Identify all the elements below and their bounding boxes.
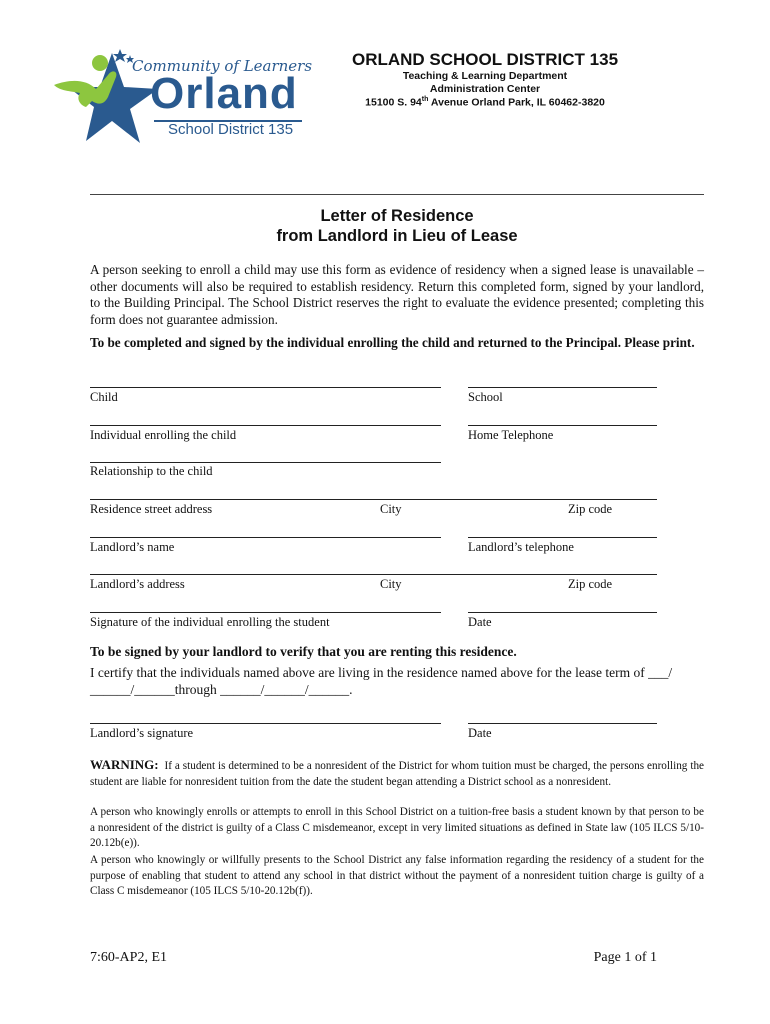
residence-address-field[interactable] [90, 499, 657, 500]
intro-paragraph: A person seeking to enroll a child may use this form as evidence of residency when a signed lease is unavailable – other documents will also be required to establish residency. Return this completed form, signed by your landlord, to the Building Principal. The School District reserves the right to evaluate the evidence presented; completing this form does not guarantee admission. [90, 262, 704, 327]
city-label: City [380, 502, 402, 516]
instructions: To be completed and signed by the individual enrolling the child and returned to the Principal. Please print. [90, 335, 695, 350]
landlord-signature-label: Landlord’s signature [90, 726, 194, 740]
home-phone-label: Home Telephone [468, 428, 554, 442]
relationship-field[interactable] [90, 462, 441, 463]
child-field[interactable] [90, 387, 441, 388]
landlord-name-label: Landlord’s name [90, 540, 175, 554]
warning-paragraph [90, 757, 704, 790]
department-name: Teaching & Learning Department [402, 70, 568, 82]
relationship-label: Relationship to the child [90, 464, 213, 478]
warning-text: If a student is determined to be a nonresident of the District for whom tuition must be charged, the persons enrolling the student are liable for nonresident tuition from the date the student began attending a District school as a nonresident. [90, 760, 705, 788]
individual-label: Individual enrolling the child [90, 428, 237, 442]
landlord-phone-field[interactable] [468, 537, 657, 538]
enroller-signature-label: Signature of the individual enrolling the student [90, 615, 330, 629]
landlord-signature-field[interactable] [90, 723, 441, 724]
district-title: ORLAND SCHOOL DISTRICT 135 [351, 50, 619, 69]
zip-label: Zip code [568, 502, 613, 516]
city-label-2: City [380, 577, 402, 591]
address-suffix: Avenue Orland Park, IL 60462-3820 [428, 96, 605, 109]
logo-wordmark: Orland [150, 69, 298, 118]
district-address [330, 96, 640, 109]
landlord-address-field[interactable] [90, 574, 657, 575]
center-name: Administration Center [429, 83, 541, 95]
logo-tagline: Community of Learners [132, 57, 313, 75]
district-logo [50, 45, 313, 155]
misdemeanor-paragraph: A person who knowingly enrolls or attempts to enroll in this School District on a tuition-free basis a student known by that person to be a nonresident of the district is guilty of a Class C misdemeanor, except in very limited situations as defined in State law (105 ILCS 5/10-20.12b(e)). [90, 806, 704, 850]
header-divider [90, 194, 704, 195]
logo-district: School District 135 [168, 121, 294, 138]
page-number: Page 1 of 1 [593, 950, 657, 965]
date-field[interactable] [468, 612, 657, 613]
form-title: Letter of Residence [320, 207, 474, 225]
zip-label-2: Zip code [568, 577, 613, 591]
certification-text: I certify that the individuals named above are living in the residence named above for the lease term of ___/ ______/______through ______/______/______. [90, 665, 673, 697]
date-label-2: Date [468, 726, 492, 740]
warning-label: WARNING: [90, 757, 159, 772]
date-label: Date [468, 615, 492, 629]
enroller-signature-field[interactable] [90, 612, 441, 613]
form-subtitle: from Landlord in Lieu of Lease [276, 227, 518, 245]
address-sup: th [421, 96, 429, 103]
form-code: 7:60-AP2, E1 [90, 950, 167, 965]
date-field-2[interactable] [468, 723, 657, 724]
school-label: School [468, 390, 503, 404]
address-prefix: 15100 S. 94 [365, 96, 422, 109]
individual-field[interactable] [90, 425, 441, 426]
landlord-heading: To be signed by your landlord to verify that you are renting this residence. [90, 644, 517, 659]
residence-address-label: Residence street address [90, 502, 213, 516]
landlord-address-label: Landlord’s address [90, 577, 185, 591]
false-info-paragraph: A person who knowingly or willfully presents to the School District any false information regarding the residency of a student for the purpose of enabling that student to attend any school in that district without the payment of a nonresident tuition charge is guilty of a Class C misdemeanor (105 ILCS 5/10-20.12b(f)). [90, 854, 704, 898]
home-phone-field[interactable] [468, 425, 657, 426]
landlord-name-field[interactable] [90, 537, 441, 538]
landlord-phone-label: Landlord’s telephone [468, 540, 574, 554]
school-field[interactable] [468, 387, 657, 388]
child-label: Child [90, 390, 118, 404]
